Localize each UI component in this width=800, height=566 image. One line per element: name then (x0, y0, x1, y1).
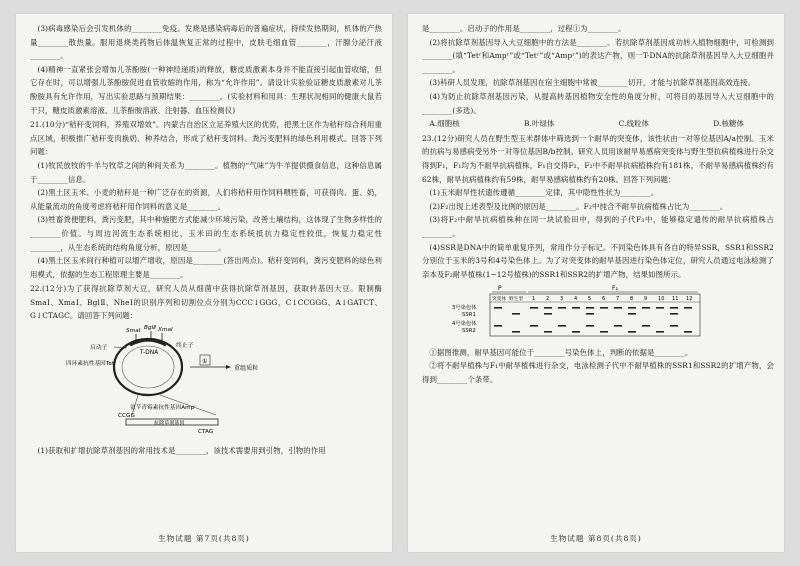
q20-3: (3)病毒感染后会引发机体的________免疫。发烧是感染病毒后的普遍症状，持续发热期间，机体的产热量________散热量。服用退烧类药物后体温恢复正常的过程中，皮肤毛细血管________，汗腺分泌汗液________。 (30, 24, 382, 61)
option-b: B.叶绿体 (523, 119, 555, 129)
gel-band (558, 307, 566, 309)
q22-1-cont: 是________。启动子的作用是________，过程①为________。 (422, 24, 626, 33)
left-column (30, 22, 382, 457)
plasmid-result-label: 重组质粒 (234, 365, 259, 373)
q23-3: (3)将F₂中耐旱抗病植株种在同一块试验田中，得到的子代F₃中，能够稳定遗传的耐旱抗病植株占________。 (422, 215, 774, 238)
gel-band (614, 307, 622, 309)
gel-band (512, 331, 520, 333)
head-mutant: 突变体 (492, 297, 507, 303)
q21-intro: 21.(10分)“秸秆变饲料，养殖双增效”。内蒙古自治区立足养殖大区的优势，把黑土区作为秸秆综合利用重点区域，积极推广秸秆变肉换奶、种养结合，形成了秸秆变饲料、粪污变肥料的绿色利用模式。回答下列问题： (30, 120, 382, 157)
lane-number: 12 (686, 296, 693, 303)
step-1: ① (202, 358, 208, 366)
gel-band (530, 307, 538, 309)
q23-intro: 23.(12分)研究人员在野生型玉米群体中筛选到一个耐旱的突变体，该性状由一对等位基因A/a控制。玉米的抗病与易感病受另外一对等位基因B/b控制。研究人员用该耐旱易感病突变体与野生型抗病植株进行杂交得到F₁，F₁均为不耐旱抗病植株，F₁自交得F₂，F₂中不耐旱抗病植株约有181株，不耐旱易感病植株约有62株，耐旱抗病植株约有59株，耐旱易感病植株约有20株。回答下列问题： (422, 133, 774, 184)
q22-4: (4)为防止抗除草剂基因污染，从提高转基因植物安全性的角度分析，可将目的基因导入大豆细胞中的________(多选)。 (422, 91, 774, 115)
gel-p-label: P (498, 285, 502, 293)
q22-3: (3)科研人员发现，抗除草剂基因在宿主细胞中常被________切开，才能与抗除草剂基因高效连接。 (429, 78, 756, 88)
gel-band (586, 313, 594, 315)
lane-number: 1 (532, 296, 536, 303)
left-footer: 生物试题 第7页(共8页) (158, 534, 250, 543)
q21-3: (3)牲畜粪便肥料，粪污变肥，其中种施肥方式能减少环境污染，改善土壤结构，这体现了生物多样性的________价值。与周边河流生态系统相比，玉米田的生态系统抵抗力稳定性较低，恢复力稳定性________，从生态系统的结构角度分析，原因是________。 (30, 215, 382, 252)
q22-intro: 22.(12分)为了获得抗除草剂大豆，研究人员从细菌中获得抗除草剂基因，获取转基因大豆。限制酶 SmaⅠ、XmaⅠ、BglⅡ、NheⅠ的识别序列和切割位点分别为CCC↓GGG、C↓CCGGG、A↓GATCT、G↓CTAGC。请回答下列问题： (30, 284, 382, 321)
q21-4: (4)黑土区玉米间行种植可以增产增收，原因是________(答出两点)。秸秆变饲料，粪污变肥料的绿色利用模式，依据的生态工程原理主要是________。 (30, 256, 382, 279)
left-page (16, 14, 392, 552)
head-wildtype: 野生型 (509, 297, 524, 303)
amp-label: 氨苄青霉素抗性基因Ampʳ (130, 405, 196, 412)
gel-f2-label: F₂ (612, 285, 619, 293)
gel-band (656, 307, 664, 309)
gel-band (494, 325, 502, 327)
tdna-segment (130, 340, 166, 345)
gel-band (600, 331, 608, 333)
gel-band (656, 331, 664, 333)
option-a: A.细胞核 (429, 119, 460, 129)
gene-label: 抗除草剂基因 (154, 420, 185, 427)
gel-band (586, 325, 594, 327)
lane-number: 7 (616, 296, 620, 303)
gel-band (670, 307, 678, 309)
plasmid-diagram (30, 325, 382, 437)
gel-band (670, 313, 678, 315)
plasmid-figure (30, 325, 382, 442)
gel-band (572, 331, 580, 333)
gel-band (628, 313, 636, 315)
promoter-label: 启动子 (90, 345, 108, 352)
gel-band (628, 331, 636, 333)
plasmid-ring (114, 339, 182, 395)
q21-2: (2)黑土区玉米、小麦的秸秆是一种广泛存在的资源，人们将秸秆用作饲料喂牲畜，可获得肉、蛋、奶，从能量流动的角度考虑将秸秆用作饲料的意义是________。 (30, 188, 382, 211)
lane-number: 2 (546, 296, 550, 303)
terminator-label: 终止子 (176, 343, 194, 350)
gel-band (642, 307, 650, 309)
q22-options (422, 117, 774, 131)
gel-band (586, 307, 594, 309)
q20-4: (4)精神一直紧张会增加儿茶酚胺(一种神经递质)的释放，糖皮质激素本身并不能直接引起血管收缩，但它存在时，可以增强儿茶酚胺促进血管收缩的作用，称为“允许作用”。请设计实验验证糖皮质激素对儿茶酚胺具有允许作用，写出实验思路与预期结果：________。(实验材料和用具：生理状况相同的健康大鼠若干只，糖皮质激素溶液、儿茶酚胺溶液、注射器、血压检测仪) (30, 64, 382, 115)
seq-top: CCGG (118, 413, 135, 420)
gel-band (530, 325, 538, 327)
option-c: C.线粒体 (618, 119, 650, 129)
row1-chrom: 3号染色体 (452, 305, 477, 312)
arrowhead (226, 365, 231, 369)
gel-band (670, 325, 678, 327)
q23-1: (1)玉米耐旱性状遗传遵循________定律，其中隐性性状为________。 (429, 188, 659, 198)
row2-ssr: SSR2 (462, 328, 476, 335)
q23-4-2: ②将不耐旱植株与F₁中耐旱植株进行杂交，电泳检测子代中不耐旱植株的SSR1和SSR2的扩增产物，会得到________个条带。 (422, 361, 774, 385)
bgl-label: BglⅡ (144, 325, 157, 332)
lane-number: 6 (602, 296, 606, 303)
lane-number: 4 (574, 296, 578, 303)
lane-number: 5 (588, 296, 592, 303)
lane-number: 9 (644, 296, 648, 303)
gel-band (544, 331, 552, 333)
lane-number: 3 (560, 296, 564, 303)
q22-2: (2)将抗除草剂基因导入大豆细胞中的方法是________。若抗除草剂基因成功转入植物细胞中，可检测到________(填“Tetʳ和Ampʳ”或“Tetʳ”或“Ampʳ”)的表达产物，则一T-DNA的抗除草剂基因导入大豆细胞并________。 (422, 37, 774, 74)
lane-number: 11 (672, 296, 679, 303)
gel-band (642, 325, 650, 327)
row1-ssr: SSR1 (462, 312, 476, 319)
q23-2: (2)F₂出现上述表型及比例的原因是________。F₂中纯合不耐旱抗病植株占比为________。 (429, 201, 728, 211)
q23-4-1: ①据图推测，耐旱基因可能位于________号染色体上，判断的依据是________。 (429, 347, 693, 357)
right-page (408, 14, 784, 552)
gel-band (544, 313, 552, 315)
q22-1: (1)获取和扩增抗除草剂基因的常用技术是________，该技术需要用到引物，引物的作用 (37, 445, 326, 455)
tet-label: 四环素抗性基因Tetʳ (66, 361, 116, 368)
gel-band (684, 331, 692, 333)
right-footer: 生物试题 第8页(共8页) (550, 534, 642, 543)
q21-1: (1)牧民放牧的牛羊与牧草之间的种间关系为________。植物的“气味”为牛羊提供摄食信息，这种信息属于________信息。 (30, 160, 382, 184)
tdna-label: T-DNA (140, 350, 159, 357)
lane-number: 8 (630, 296, 634, 303)
xma-label: XmaⅠ (158, 327, 173, 334)
gel-band (544, 307, 552, 309)
gel-band (494, 307, 502, 309)
gel-band (600, 307, 608, 309)
row2-chrom: 4号染色体 (452, 321, 477, 328)
gel-band (512, 313, 520, 315)
gel-diagram (422, 283, 774, 339)
lane-number: 10 (658, 296, 665, 303)
gel-figure (422, 283, 774, 344)
seq-bottom: CTAG (198, 429, 214, 436)
right-column (422, 22, 774, 387)
gel-band (558, 325, 566, 327)
option-d: D.核糖体 (713, 119, 744, 129)
gel-band (614, 325, 622, 327)
gel-bands (494, 307, 692, 333)
sma-label: SmaⅠ (126, 328, 141, 335)
gel-band (628, 307, 636, 309)
q23-4: (4)SSR是DNA中的简单重复序列，常用作分子标记。不同染色体具有各自的特异SSR，SSR1和SSR2分别位于玉米的3号和4号染色体上。为了对突变体的耐旱基因进行染色体定位，研究人员通过电泳检测了亲本及F₂耐旱植株(1~12号植株)的SSR1和SSR2的扩增产物，结果如图所示。 (422, 242, 774, 279)
gel-band (684, 307, 692, 309)
gel-band (572, 307, 580, 309)
lane-numbers (532, 296, 693, 302)
